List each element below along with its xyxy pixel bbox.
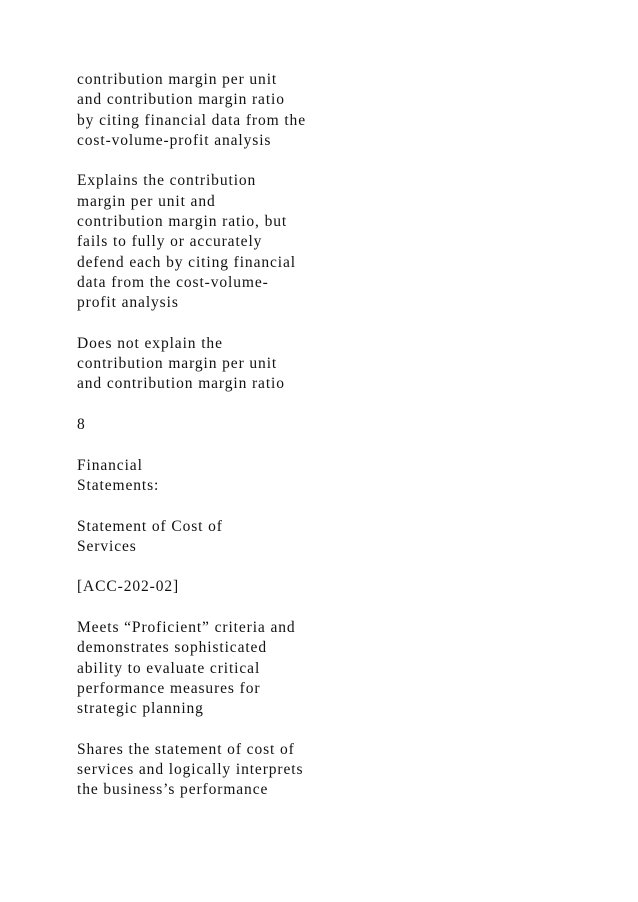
document-text (77, 70, 557, 801)
text-line: Does not explain the (77, 334, 223, 352)
paragraph-needs-improvement (77, 171, 557, 313)
text-line: cost-volume-profit analysis (77, 131, 272, 149)
text-line: Shares the statement of cost of (77, 740, 295, 758)
text-line: Statement of Cost of (77, 517, 223, 535)
text-line: Explains the contribution (77, 172, 257, 190)
text-line: ability to evaluate critical (77, 659, 261, 677)
competency-code: [ACC-202-02] (77, 578, 180, 596)
paragraph-exemplary (77, 618, 557, 719)
paragraph-criterion-subheading (77, 517, 557, 558)
text-line: Meets “Proficient” criteria and (77, 619, 296, 637)
text-line: performance measures for (77, 679, 261, 697)
text-line: fails to fully or accurately (77, 233, 263, 251)
text-line: Statements: (77, 476, 160, 494)
text-line: and contribution margin ratio (77, 375, 285, 393)
text-line: the business’s performance (77, 781, 269, 799)
paragraph-competency-code (77, 577, 557, 597)
text-line: contribution margin per unit (77, 355, 278, 373)
text-line: demonstrates sophisticated (77, 639, 267, 657)
text-line: by citing financial data from the (77, 111, 306, 129)
text-line: contribution margin ratio, but (77, 213, 288, 231)
points-value: 8 (77, 416, 86, 434)
paragraph-criterion-heading (77, 456, 557, 497)
text-line: contribution margin per unit (77, 71, 278, 88)
paragraph-not-evident (77, 334, 557, 395)
text-line: Services (77, 537, 137, 555)
paragraph-criteria-continuation (77, 70, 557, 151)
text-line: margin per unit and (77, 192, 216, 210)
text-line: and contribution margin ratio (77, 91, 285, 109)
paragraph-points-value (77, 415, 557, 435)
text-line: strategic planning (77, 700, 204, 718)
text-line: Financial (77, 456, 143, 474)
text-line: services and logically interprets (77, 761, 304, 779)
text-line: data from the cost-volume- (77, 273, 269, 291)
text-line: profit analysis (77, 294, 179, 312)
paragraph-proficient (77, 740, 557, 801)
text-line: defend each by citing financial (77, 253, 296, 271)
